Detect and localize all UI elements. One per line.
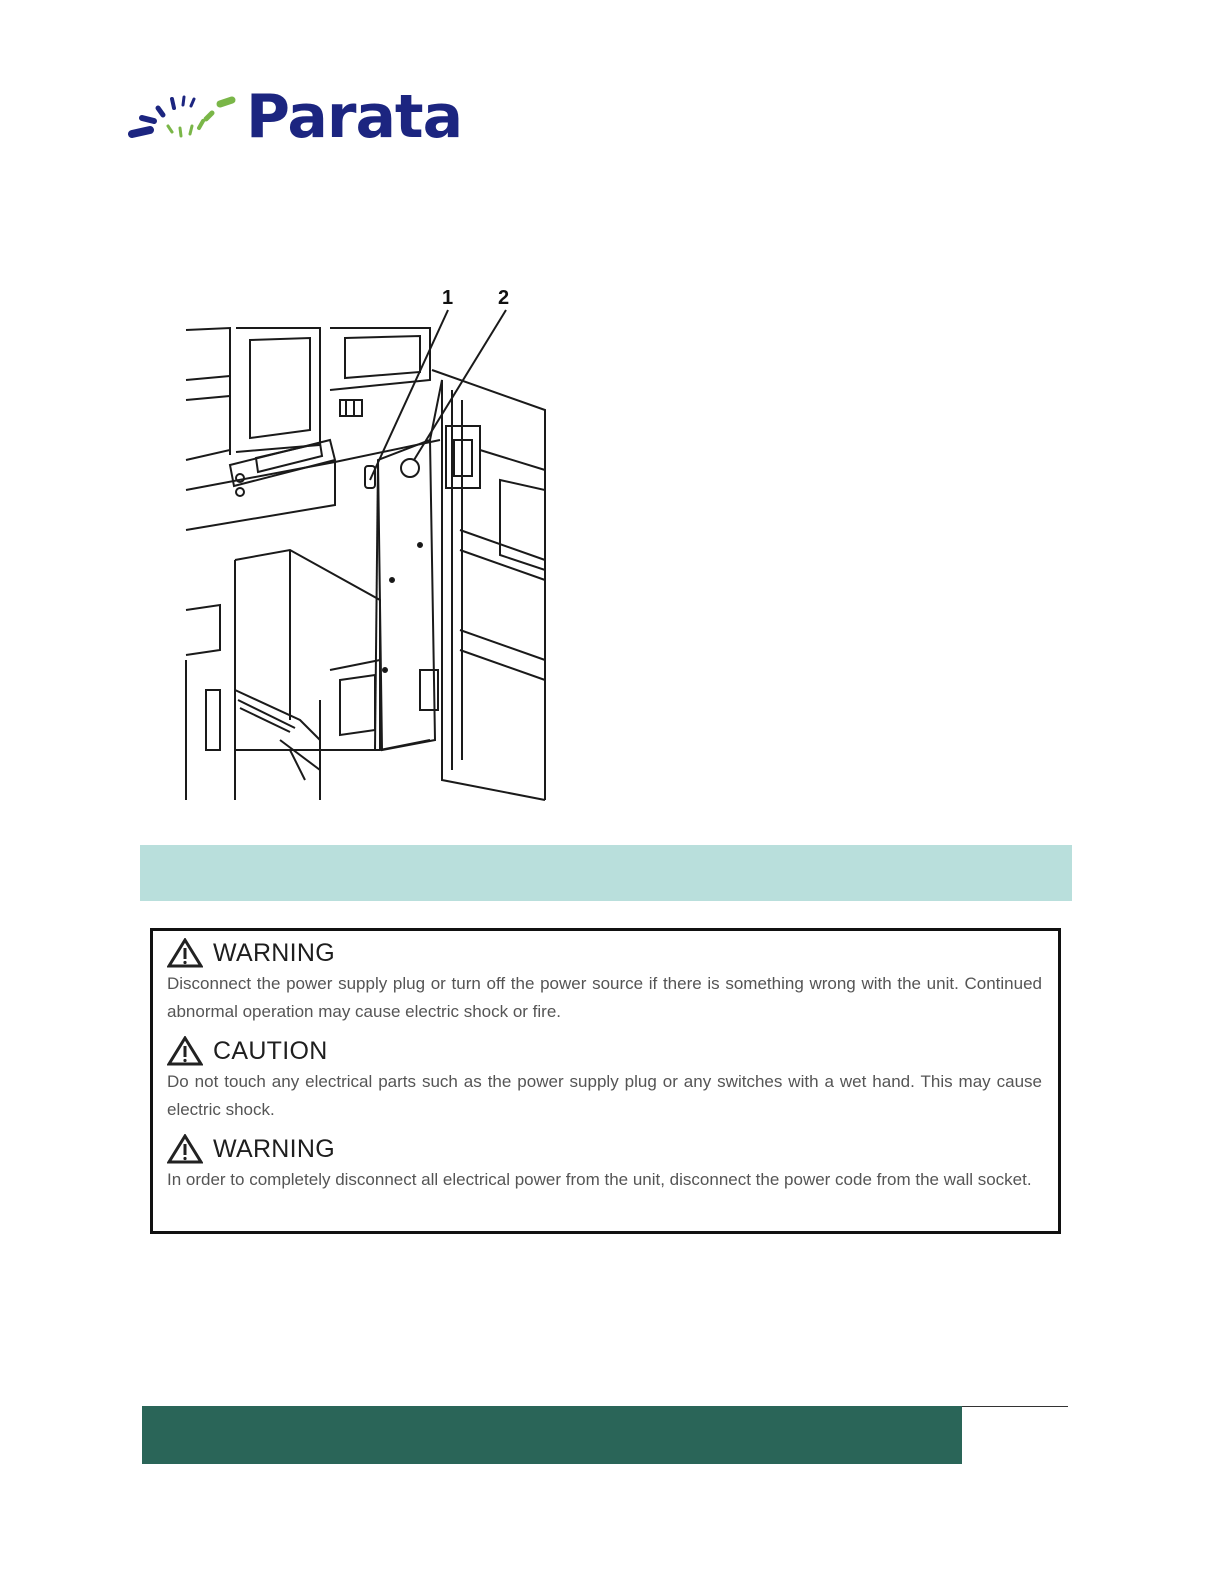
section-header-bar (140, 845, 1072, 901)
notice-title: WARNING (213, 1134, 335, 1163)
warning-triangle-icon (167, 938, 203, 968)
notice-title: CAUTION (213, 1036, 328, 1065)
notice-title: WARNING (213, 938, 335, 967)
cabinet-diagram (170, 280, 560, 810)
safety-notice-box (150, 928, 1061, 1234)
callout-1: 1 (442, 287, 454, 309)
notice-warning-1 (167, 936, 1042, 1026)
logo-mark-icon (128, 88, 248, 148)
logo-wordmark: Parata (246, 82, 463, 152)
parata-logo (128, 82, 528, 152)
notice-caution (167, 1034, 1042, 1124)
notice-warning-2 (167, 1132, 1042, 1194)
notice-text: Do not touch any electrical parts such as the power supply plug or any switches with a wet hand. This may cause electric shock. (167, 1072, 1042, 1119)
footer-rule (962, 1406, 1068, 1407)
footer-bar (142, 1406, 962, 1464)
notice-text: In order to completely disconnect all electrical power from the unit, disconnect the power code from the wall socket. (167, 1170, 1032, 1189)
callout-2: 2 (498, 287, 510, 309)
notice-text: Disconnect the power supply plug or turn off the power source if there is something wrong with the unit. Continued abnormal operation may cause electric shock or fire. (167, 974, 1042, 1021)
warning-triangle-icon (167, 1036, 203, 1066)
warning-triangle-icon (167, 1134, 203, 1164)
